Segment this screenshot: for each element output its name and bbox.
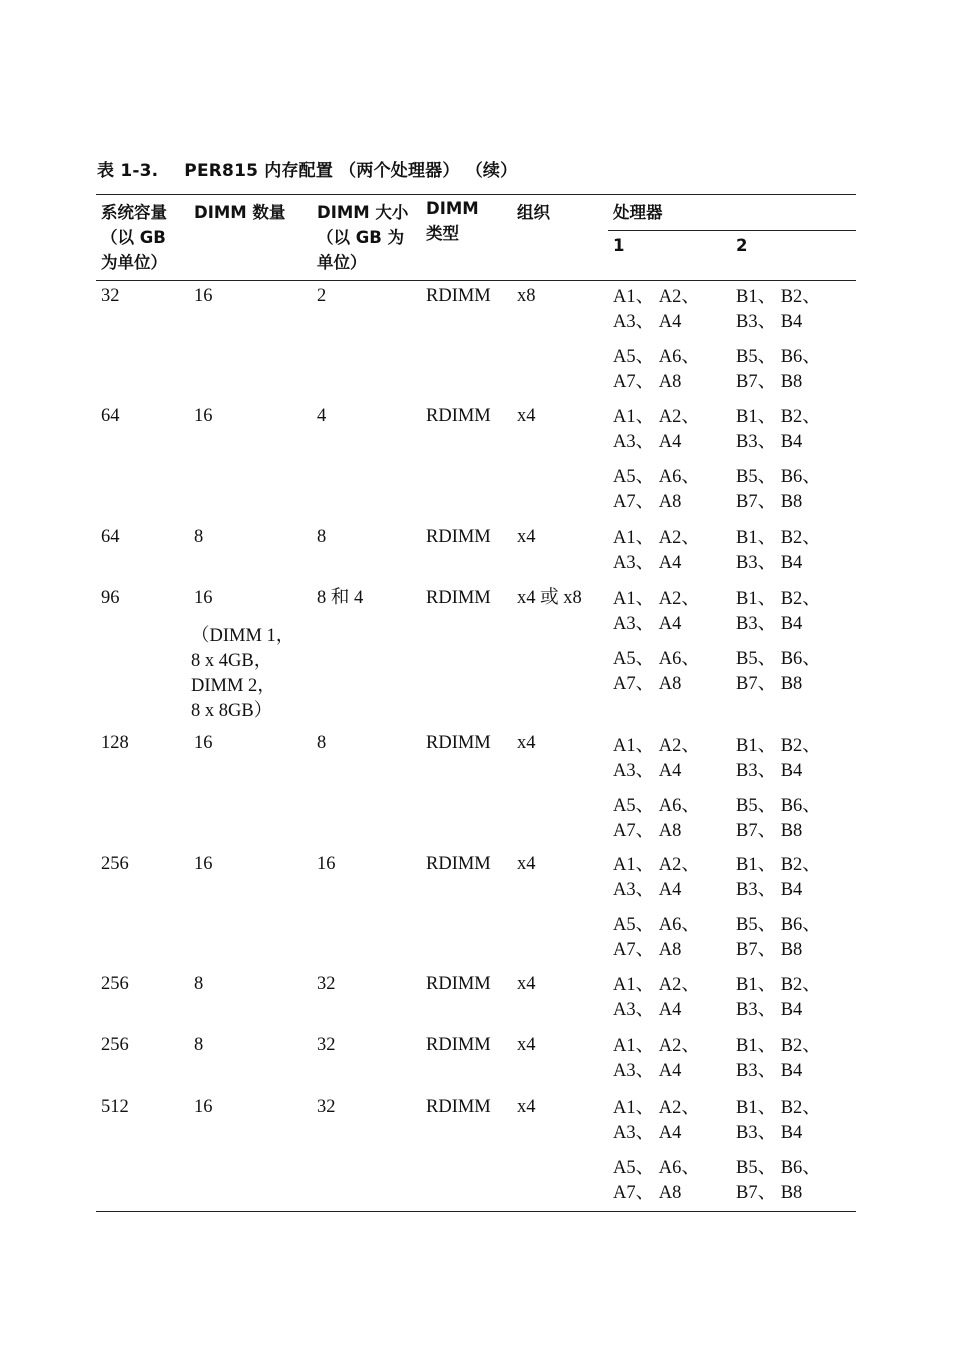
- header-processor-2: 2: [736, 236, 748, 255]
- cell-processor-2-slots: B1、 B2、 B3、 B4: [736, 975, 821, 1020]
- cell-processor-1-slots: A5、 A6、 A7、 A8: [613, 796, 700, 841]
- cell-processor-1-slots: A1、 A2、 A3、 A4: [613, 407, 700, 452]
- cell-processor-2-slots: B5、 B6、 B7、 B8: [736, 915, 821, 960]
- cell-processor-1-slots: A1、 A2、 A3、 A4: [613, 1098, 700, 1143]
- cell-dimm-count: 16: [194, 1097, 213, 1117]
- cell-organization: x4: [517, 406, 536, 426]
- cell-dimm-size: 8: [317, 733, 327, 753]
- cell-dimm-type: RDIMM: [426, 854, 491, 874]
- header-capacity: 系统容量 （以 GB 为单位）: [101, 203, 167, 272]
- cell-organization: x8: [517, 286, 536, 306]
- cell-processor-2-slots: B1、 B2、 B3、 B4: [736, 528, 821, 573]
- cell-capacity: 256: [101, 854, 129, 874]
- cell-dimm-count: 16: [194, 854, 213, 874]
- cell-processor-1-slots: A5、 A6、 A7、 A8: [613, 1158, 700, 1203]
- table-caption: [97, 156, 517, 181]
- header-dimm-count: DIMM 数量: [194, 203, 286, 222]
- cell-dimm-type: RDIMM: [426, 1035, 491, 1055]
- cell-capacity: 64: [101, 527, 120, 547]
- cell-organization: x4: [517, 1097, 536, 1117]
- cell-organization: x4: [517, 527, 536, 547]
- cell-processor-2-slots: B5、 B6、 B7、 B8: [736, 467, 821, 512]
- cell-capacity: 32: [101, 286, 120, 306]
- cell-dimm-size: 32: [317, 1035, 336, 1055]
- cell-processor-1-slots: A1、 A2、 A3、 A4: [613, 528, 700, 573]
- header-organization: 组织: [517, 203, 550, 222]
- cell-dimm-size: 2: [317, 286, 327, 306]
- cell-capacity: 512: [101, 1097, 129, 1117]
- header-dimm-size: DIMM 大小 （以 GB 为 单位）: [317, 203, 409, 272]
- cell-dimm-size: 8 和 4: [317, 588, 364, 608]
- cell-processor-2-slots: B5、 B6、 B7、 B8: [736, 796, 821, 841]
- cell-processor-1-slots: A5、 A6、 A7、 A8: [613, 649, 700, 694]
- cell-capacity: 96: [101, 588, 120, 608]
- cell-dimm-count: 16: [194, 286, 213, 306]
- cell-processor-1-slots: A1、 A2、 A3、 A4: [613, 975, 700, 1020]
- cell-capacity: 128: [101, 733, 129, 753]
- cell-dimm-count-note: （DIMM 1， 8 x 4GB， DIMM 2， 8 x 8GB）: [191, 626, 295, 721]
- header-dimm-type: DIMM 类型: [426, 199, 479, 243]
- cell-dimm-type: RDIMM: [426, 733, 491, 753]
- cell-dimm-type: RDIMM: [426, 286, 491, 306]
- cell-processor-1-slots: A1、 A2、 A3、 A4: [613, 855, 700, 900]
- cell-processor-1-slots: A1、 A2、 A3、 A4: [613, 736, 700, 781]
- cell-processor-2-slots: B5、 B6、 B7、 B8: [736, 1158, 821, 1203]
- table-title: PER815 内存配置 （两个处理器） （续）: [184, 161, 518, 181]
- cell-processor-1-slots: A1、 A2、 A3、 A4: [613, 1036, 700, 1081]
- cell-processor-2-slots: B1、 B2、 B3、 B4: [736, 855, 821, 900]
- cell-processor-2-slots: B1、 B2、 B3、 B4: [736, 1036, 821, 1081]
- cell-processor-2-slots: B1、 B2、 B3、 B4: [736, 589, 821, 634]
- cell-dimm-type: RDIMM: [426, 527, 491, 547]
- cell-dimm-count: 16: [194, 588, 213, 608]
- cell-capacity: 256: [101, 1035, 129, 1055]
- cell-processor-2-slots: B1、 B2、 B3、 B4: [736, 1098, 821, 1143]
- cell-dimm-size: 32: [317, 1097, 336, 1117]
- cell-dimm-type: RDIMM: [426, 406, 491, 426]
- cell-dimm-count: 16: [194, 733, 213, 753]
- cell-dimm-size: 32: [317, 974, 336, 994]
- cell-processor-1-slots: A5、 A6、 A7、 A8: [613, 347, 700, 392]
- cell-organization: x4: [517, 854, 536, 874]
- processor-subheader-rule: [608, 230, 856, 231]
- cell-processor-1-slots: A1、 A2、 A3、 A4: [613, 589, 700, 634]
- cell-processor-2-slots: B1、 B2、 B3、 B4: [736, 287, 821, 332]
- cell-processor-1-slots: A1、 A2、 A3、 A4: [613, 287, 700, 332]
- cell-dimm-count: 8: [194, 1035, 204, 1055]
- cell-dimm-size: 16: [317, 854, 336, 874]
- cell-dimm-count: 8: [194, 527, 204, 547]
- cell-dimm-type: RDIMM: [426, 1097, 491, 1117]
- header-processor: 处理器: [613, 203, 663, 222]
- cell-organization: x4: [517, 974, 536, 994]
- cell-processor-2-slots: B1、 B2、 B3、 B4: [736, 736, 821, 781]
- cell-capacity: 256: [101, 974, 129, 994]
- cell-dimm-count: 8: [194, 974, 204, 994]
- cell-capacity: 64: [101, 406, 120, 426]
- table-bottom-rule: [96, 1211, 856, 1212]
- header-processor-1: 1: [613, 236, 625, 255]
- cell-processor-2-slots: B5、 B6、 B7、 B8: [736, 649, 821, 694]
- cell-dimm-type: RDIMM: [426, 974, 491, 994]
- cell-dimm-size: 4: [317, 406, 327, 426]
- cell-processor-1-slots: A5、 A6、 A7、 A8: [613, 467, 700, 512]
- cell-processor-1-slots: A5、 A6、 A7、 A8: [613, 915, 700, 960]
- cell-organization: x4: [517, 733, 536, 753]
- cell-dimm-size: 8: [317, 527, 327, 547]
- cell-processor-2-slots: B5、 B6、 B7、 B8: [736, 347, 821, 392]
- cell-organization: x4: [517, 1035, 536, 1055]
- table-top-rule: [96, 194, 856, 195]
- cell-dimm-count: 16: [194, 406, 213, 426]
- cell-dimm-type: RDIMM: [426, 588, 491, 608]
- cell-organization: x4 或 x8: [517, 588, 582, 608]
- header-bottom-rule: [96, 280, 856, 281]
- cell-processor-2-slots: B1、 B2、 B3、 B4: [736, 407, 821, 452]
- table-number: 表 1-3.: [97, 161, 159, 181]
